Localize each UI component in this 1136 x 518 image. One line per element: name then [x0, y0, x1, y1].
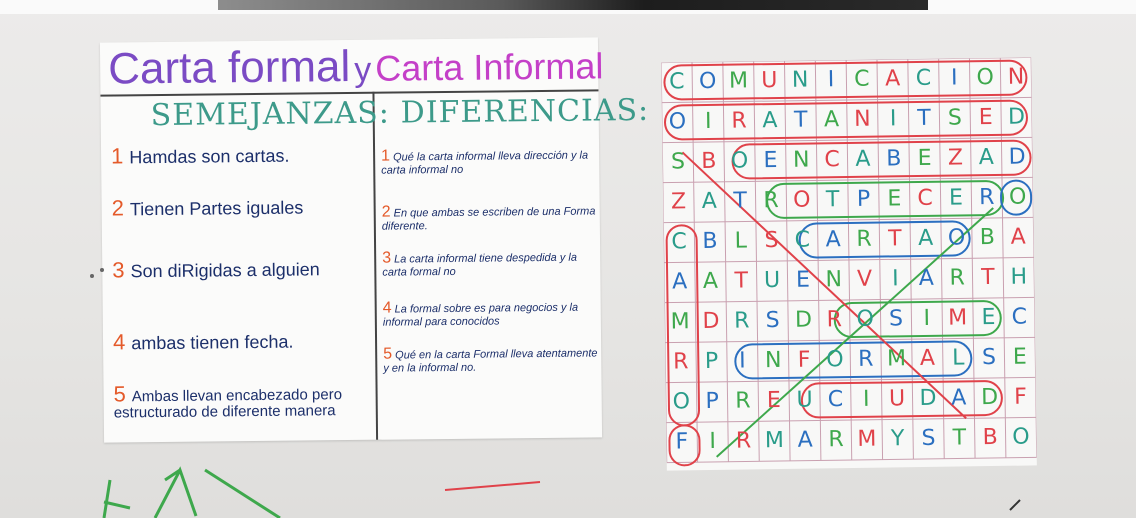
letter-cell: N [825, 267, 843, 293]
letter-cell: S [947, 105, 963, 131]
item-number: 5 [383, 345, 393, 363]
letter-cell: R [731, 108, 747, 134]
letter-cell: C [1011, 304, 1028, 330]
letter-cell: U [763, 267, 781, 294]
letter-cell: A [762, 107, 778, 134]
letter-cell: L [951, 345, 965, 371]
differences-heading: DIFERENCIAS: [400, 92, 650, 131]
letter-cell: B [979, 224, 996, 251]
letter-cell: R [979, 184, 995, 211]
letter-cell: S [981, 344, 997, 371]
letter-cell: P [704, 348, 719, 375]
letter-cell: C [915, 65, 932, 92]
similarity-item [111, 144, 373, 168]
letter-cell: A [825, 227, 841, 253]
item-number: 1 [110, 143, 124, 169]
letter-cell: I [892, 266, 899, 292]
letter-cell: N [853, 106, 871, 132]
letter-cell: M [886, 346, 907, 372]
wall-spot [100, 268, 104, 272]
letter-cell: F [1013, 384, 1027, 410]
letter-cell: D [980, 384, 999, 411]
letter-cell: O [668, 109, 687, 135]
letter-cell: C [917, 185, 934, 212]
letter-cell: N [791, 67, 809, 93]
letter-cell: I [704, 108, 712, 134]
letter-cell: N [792, 147, 810, 173]
letter-cell: R [763, 187, 779, 214]
letter-cell: C [794, 227, 811, 253]
letter-cell: T [793, 107, 808, 133]
letter-cell: C [827, 387, 844, 413]
letter-cell: A [919, 345, 936, 372]
letter-cell: T [733, 188, 748, 214]
letter-cell: M [948, 305, 968, 331]
letter-cell: F [797, 347, 811, 373]
letter-cell: T [981, 264, 995, 291]
item-text: Qué la carta informal lleva dirección y la carta informal no [381, 149, 589, 177]
difference-item [383, 299, 599, 329]
letter-cell: E [978, 104, 993, 131]
letter-cell: R [828, 427, 844, 453]
letter-cell: R [734, 308, 750, 334]
letter-cell: A [918, 265, 934, 292]
letter-cell: T [917, 105, 931, 132]
letter-cell: O [947, 225, 966, 251]
letter-cell: O [1012, 424, 1030, 450]
wall-spot [90, 274, 94, 278]
letter-cell: E [887, 186, 902, 212]
letter-cell: C [671, 229, 687, 255]
letter-cell: U [888, 386, 906, 412]
letter-cell: T [825, 187, 840, 213]
letter-cell: F [675, 429, 689, 455]
letter-cell: A [823, 107, 840, 133]
letter-cell: C [853, 66, 870, 92]
letter-cell: O [672, 389, 691, 415]
top-photo-strip [218, 0, 928, 10]
similarity-item [112, 196, 374, 220]
letter-cell: A [884, 66, 901, 92]
word-search-poster [661, 57, 1037, 470]
letter-cell: U [796, 387, 813, 413]
item-text: ambas tienen fecha. [131, 331, 294, 354]
letter-cell: A [855, 146, 871, 172]
letter-cell: O [730, 148, 749, 174]
item-text: Hamdas son cartas. [129, 145, 290, 168]
letter-cell: B [702, 228, 718, 255]
letter-cell: U [761, 67, 778, 94]
letter-cell: R [735, 428, 752, 454]
letter-cell: I [889, 106, 897, 132]
letter-cell: Y [890, 426, 905, 452]
letter-cell: M [728, 68, 749, 94]
letter-cell: B [886, 146, 902, 172]
letter-cell: I [923, 305, 931, 331]
letter-cell: B [982, 424, 998, 451]
letter-cell: T [734, 268, 749, 294]
letter-cell: R [826, 307, 843, 333]
difference-item [381, 147, 597, 177]
letter-cell: S [921, 425, 936, 452]
item-number: 3 [382, 249, 392, 267]
letter-cell: I [709, 428, 717, 454]
title-right: Carta Informal [375, 45, 604, 89]
letter-cell: A [978, 144, 994, 171]
difference-item [382, 203, 598, 233]
letter-cell: A [797, 427, 813, 453]
letter-cell: E [917, 145, 932, 172]
letter-cell: R [735, 388, 751, 414]
letter-cell: R [949, 265, 965, 291]
letter-cell: S [765, 307, 780, 334]
item-number: 5 [113, 381, 126, 407]
letter-cell: D [794, 307, 813, 333]
item-number: 1 [381, 147, 391, 165]
letter-cell: A [918, 225, 934, 252]
letter-cell: I [862, 386, 870, 412]
letter-cell: L [734, 228, 748, 254]
letter-cell: E [763, 147, 778, 174]
item-text: La formal sobre es para negocios y la informal para conocidos [382, 301, 579, 329]
letter-cell: M [670, 309, 690, 335]
item-number: 4 [382, 299, 392, 317]
letter-cell: A [701, 188, 718, 215]
title-join: y [354, 50, 372, 89]
letter-cell: E [766, 387, 781, 414]
similarities-heading: SEMEJANZAS: [150, 95, 391, 134]
letter-cell: P [705, 388, 719, 415]
letter-cell: E [981, 304, 996, 331]
letter-cell: A [1010, 224, 1026, 250]
letter-cell: A [702, 268, 719, 295]
letter-cell: D [702, 308, 720, 335]
marker-strokes [0, 440, 1136, 518]
similarity-item [112, 258, 374, 282]
letter-cell: S [670, 149, 686, 175]
title-left: Carta formal [107, 41, 351, 94]
letter-cell: N [1007, 64, 1025, 90]
difference-item [382, 249, 598, 279]
letter-cell: D [1008, 144, 1026, 170]
letter-cell: N [764, 347, 782, 374]
letter-cell: I [950, 65, 958, 91]
letter-cell: H [1010, 264, 1028, 290]
letter-cell: Z [670, 189, 687, 215]
letter-cell: O [976, 64, 994, 91]
letter-cell: R [856, 226, 872, 252]
letter-cell: O [826, 347, 844, 373]
letter-cell: T [887, 226, 902, 252]
letter-cell: D [919, 385, 937, 412]
comparison-poster [100, 37, 650, 442]
item-text: Son diRigidas a alguien [130, 259, 320, 282]
poster-title [107, 39, 604, 94]
item-number: 2 [381, 203, 391, 221]
letter-cell: I [827, 67, 835, 93]
letter-cell: B [701, 148, 717, 175]
letter-cell: C [824, 147, 840, 173]
letter-cell: A [671, 269, 688, 295]
letter-cell: M [857, 426, 877, 452]
letter-cell: E [1012, 344, 1028, 370]
letter-cell: V [856, 266, 873, 292]
letter-cell: C [668, 69, 685, 95]
similarity-item [113, 330, 375, 354]
letter-cell: I [738, 348, 746, 374]
letter-cell: S [764, 227, 779, 254]
letter-cell: O [1008, 184, 1027, 210]
letter-cell: O [698, 68, 717, 95]
letter-cell: M [764, 427, 785, 454]
letter-cell: P [856, 186, 871, 212]
item-text: La carta informal tiene despedida y la carta formal no [382, 251, 578, 279]
item-number: 2 [111, 195, 125, 221]
letter-cell: R [672, 349, 689, 375]
letter-cell: R [857, 346, 874, 372]
letter-cell: A [951, 385, 967, 411]
letter-cell: O [793, 187, 811, 213]
item-text: Ambas llevan encabezado pero estructurado de diferente manera [113, 386, 343, 422]
item-text: Tienen Partes iguales [129, 197, 304, 220]
difference-item [383, 345, 599, 375]
similarity-item [113, 381, 376, 422]
item-number: 4 [112, 329, 126, 355]
letter-cell: T [952, 425, 967, 451]
letter-cell: E [795, 267, 811, 293]
letter-cell: Z [947, 145, 964, 171]
letter-cell: D [1007, 104, 1026, 130]
item-text: En que ambas se escriben de una Forma diferente. [381, 205, 596, 233]
letter-cell: E [948, 185, 964, 211]
item-text: Qué en la carta Formal lleva atentamente y en la informal no. [383, 347, 598, 375]
letter-cell: O [856, 306, 875, 332]
letter-cell: S [888, 306, 904, 332]
item-number: 3 [112, 257, 125, 283]
